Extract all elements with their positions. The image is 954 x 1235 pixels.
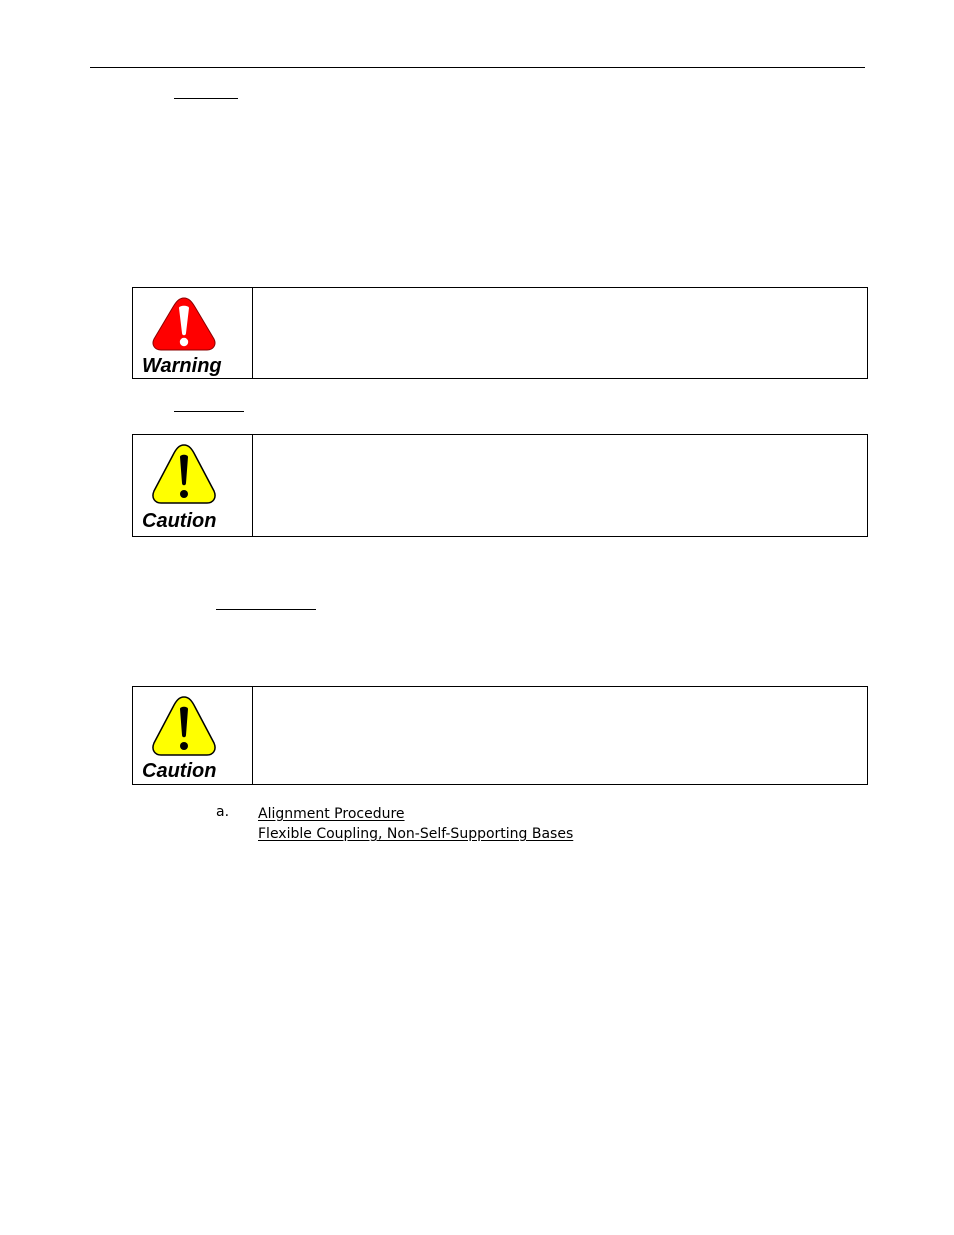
warning-notice [132,287,868,379]
heading-underline [174,98,238,99]
caution-notice [132,686,868,785]
step-title: Alignment Procedure [258,806,405,822]
caution-notice [132,434,868,537]
step-heading [258,804,573,844]
warning-icon-cell [133,288,253,378]
notice-label: Caution [142,510,217,532]
step-subtitle: Flexible Coupling, Non-Self-Supporting Bases [258,826,574,842]
heading-underline [174,411,244,412]
caution-icon-cell [133,435,253,536]
step-letter: a. [216,804,230,820]
notice-label: Warning [142,355,222,377]
header-rule [90,67,865,68]
notice-text [254,288,867,378]
warning-icon [151,296,217,352]
notice-text [254,435,867,536]
notice-text [254,687,867,784]
heading-underline [216,609,316,610]
caution-icon [151,695,217,757]
caution-icon-cell [133,687,253,784]
notice-label: Caution [142,760,217,782]
caution-icon [151,443,217,505]
